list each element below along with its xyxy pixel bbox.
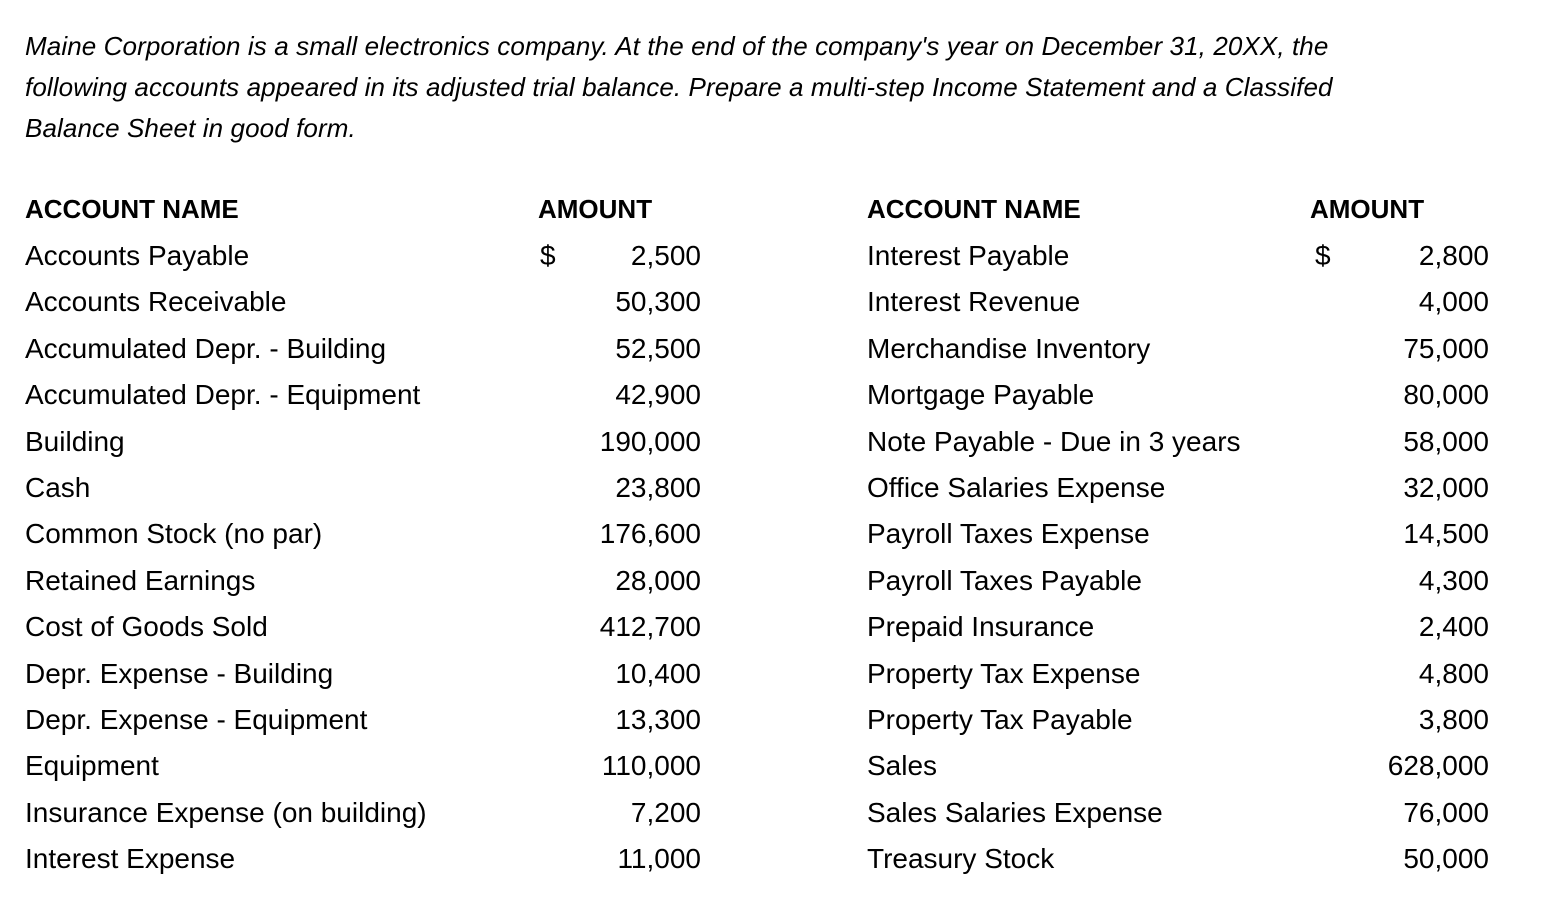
account-amount: 58,000 [1403, 425, 1489, 457]
account-amount: 14,500 [1403, 518, 1489, 550]
account-name: Sales Salaries Expense [867, 796, 1163, 828]
account-name: Property Tax Payable [867, 704, 1133, 735]
account-row [867, 423, 1489, 461]
account-name: Mortgage Payable [867, 379, 1095, 411]
account-row [25, 515, 701, 553]
account-name: Accumulated Depr. - Building [25, 332, 387, 364]
account-name: Payroll Taxes Payable [867, 564, 1142, 596]
account-row [867, 747, 1489, 785]
account-name: Interest Expense [25, 843, 236, 875]
account-amount: 2,500 [630, 240, 701, 271]
account-name: Note Payable - Due in 3 years [867, 425, 1241, 457]
account-name: Merchandise Inventory [867, 332, 1151, 364]
right-account-name-header: ACCOUNT NAME [867, 194, 1081, 224]
account-amount: 176,600 [599, 518, 701, 550]
account-amount: 75,000 [1403, 332, 1489, 364]
account-row [867, 840, 1489, 878]
problem-statement [25, 26, 1525, 149]
left-account-name-header: ACCOUNT NAME [25, 194, 239, 224]
account-row [867, 562, 1489, 600]
account-name: Payroll Taxes Expense [867, 518, 1150, 550]
account-row [867, 794, 1489, 832]
account-amount: 50,000 [1403, 843, 1489, 875]
account-row [867, 655, 1489, 693]
account-amount: 190,000 [599, 425, 701, 457]
account-amount: 42,900 [615, 379, 701, 411]
left-amount-header: AMOUNT [538, 194, 653, 224]
account-name: Treasury Stock [867, 843, 1055, 875]
account-amount: 23,800 [615, 472, 701, 503]
account-name: Accumulated Depr. - Equipment [25, 379, 421, 411]
account-row [867, 701, 1489, 739]
account-row [25, 469, 701, 507]
account-name: Interest Payable [867, 240, 1070, 271]
account-amount: 4,300 [1418, 564, 1489, 596]
account-row [25, 376, 701, 414]
account-row [867, 515, 1489, 553]
account-amount: 50,300 [615, 286, 701, 318]
account-name: Property Tax Expense [867, 657, 1141, 689]
account-amount: 32,000 [1403, 472, 1489, 503]
account-name: Office Salaries Expense [867, 472, 1166, 503]
account-row [25, 562, 701, 600]
account-row [25, 237, 701, 275]
right-amount-header: AMOUNT [1310, 194, 1425, 224]
account-amount: 3,800 [1418, 704, 1489, 735]
account-name: Interest Revenue [867, 286, 1081, 318]
problem-line-2: following accounts appeared in its adjusted trial balance. Prepare a multi-step Income Statement and a Classifed [25, 72, 1333, 102]
account-amount: 110,000 [601, 750, 701, 782]
account-amount: 2,800 [1418, 240, 1489, 271]
account-amount: 628,000 [1387, 750, 1489, 782]
account-row [867, 608, 1489, 646]
account-amount: 2,400 [1418, 611, 1489, 643]
account-name: Common Stock (no par) [25, 518, 323, 550]
problem-line-1: Maine Corporation is a small electronics company. At the end of the company's year on December 31, 20XX, the [25, 31, 1329, 61]
account-amount: 52,500 [615, 332, 701, 364]
account-name: Retained Earnings [25, 564, 256, 596]
account-amount: 11,000 [617, 843, 701, 875]
currency-symbol: $ [1315, 240, 1331, 271]
account-row [25, 701, 701, 739]
account-name: Cost of Goods Sold [25, 611, 268, 643]
account-name: Depr. Expense - Building [25, 657, 334, 689]
account-amount: 4,800 [1418, 657, 1489, 689]
account-amount: 28,000 [615, 564, 701, 596]
account-amount: 10,400 [615, 657, 701, 689]
account-row [25, 747, 701, 785]
account-row [867, 330, 1489, 368]
problem-line-3: Balance Sheet in good form. [25, 113, 356, 143]
account-row [25, 283, 701, 321]
account-name: Accounts Payable [25, 240, 250, 271]
account-name: Prepaid Insurance [867, 611, 1095, 643]
account-amount: 13,300 [615, 704, 701, 735]
account-amount: 76,000 [1403, 796, 1489, 828]
account-row [25, 330, 701, 368]
account-row [25, 423, 701, 461]
account-amount: 4,000 [1418, 286, 1489, 318]
account-name: Accounts Receivable [25, 286, 287, 318]
account-name: Cash [25, 472, 91, 503]
account-row [867, 237, 1489, 275]
account-row [867, 376, 1489, 414]
account-row [867, 283, 1489, 321]
account-name: Equipment [25, 750, 159, 782]
account-name: Sales [867, 750, 938, 782]
account-row [25, 608, 701, 646]
account-name: Depr. Expense - Equipment [25, 704, 368, 735]
account-row [25, 655, 701, 693]
currency-symbol: $ [540, 240, 556, 271]
account-amount: 80,000 [1403, 379, 1489, 411]
account-row [867, 469, 1489, 507]
account-name: Building [25, 425, 125, 457]
account-amount: 7,200 [630, 796, 701, 828]
account-amount: 412,700 [599, 611, 701, 643]
account-row [25, 840, 701, 878]
account-row [25, 794, 701, 832]
account-name: Insurance Expense (on building) [25, 796, 427, 828]
